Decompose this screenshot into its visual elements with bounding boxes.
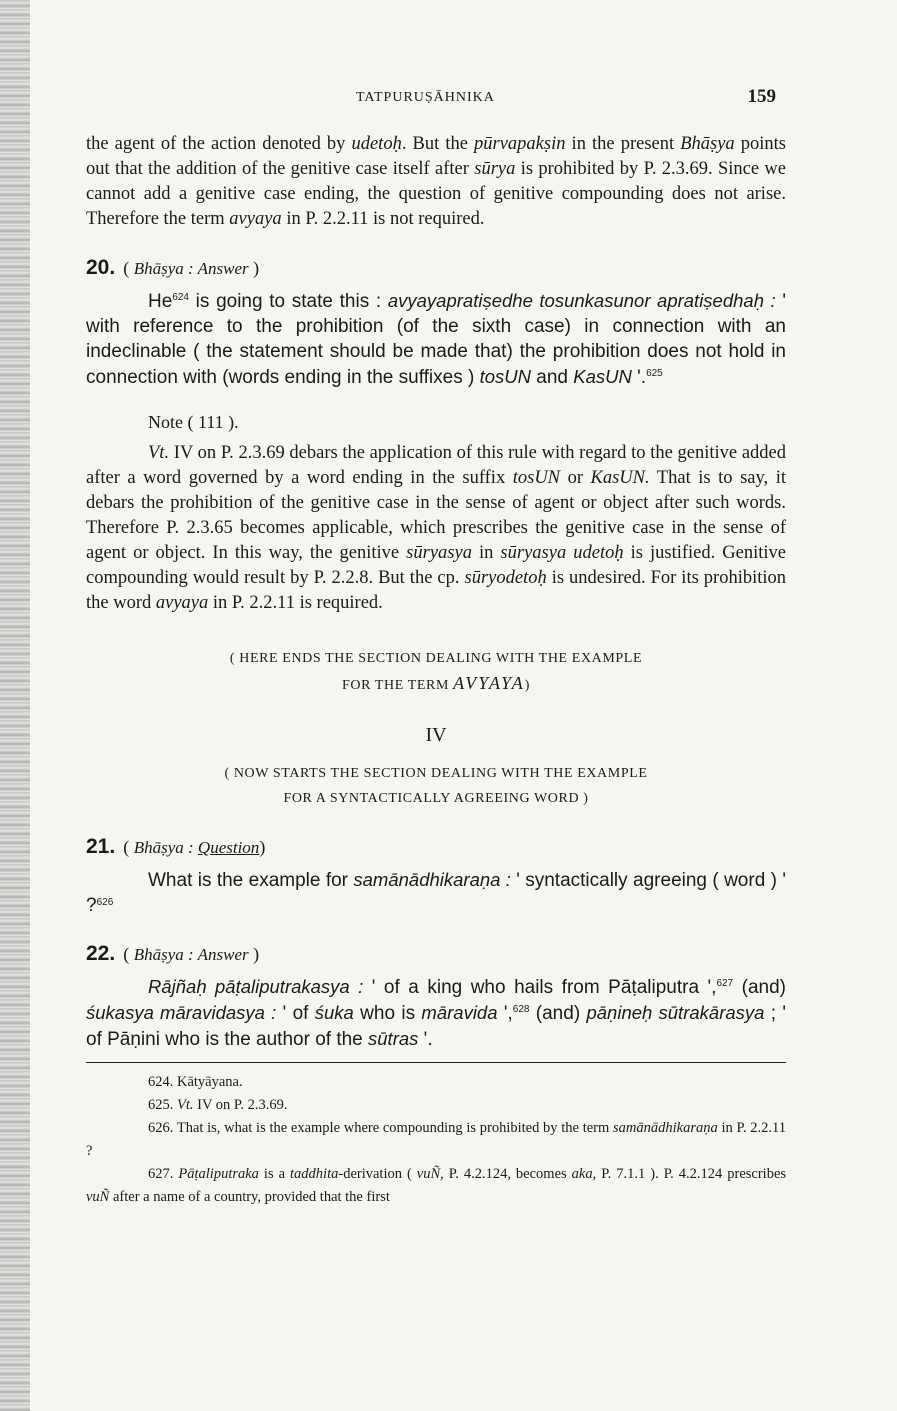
text: is a	[258, 1166, 291, 1182]
text: is prohibited by P. 2.3.69. Since we cannot add a genitive case ending, the question of genitive compounding does not arise. Therefore the term	[86, 159, 786, 229]
text: ',	[497, 1003, 513, 1024]
text: That is to say, it debars the prohibition of the genitive case in the sense of agent or object after such words. Therefore P. 2.3.65 becomes applicable, which prescribes the genitive case in the sense of agent or object. In this way, the genitive	[86, 468, 786, 563]
sanskrit-term: sūryasya udetoḥ	[500, 543, 624, 563]
section-end-notice	[86, 646, 786, 698]
section-tag: Bhāṣya : Answer	[133, 259, 249, 278]
text: in P. 2.2.11 ?	[86, 1120, 787, 1159]
paragraph-continued	[86, 132, 786, 232]
text: the agent of the action denoted by	[86, 134, 352, 154]
footnote-ref: 626	[96, 897, 114, 908]
section-number: 21.	[86, 835, 116, 858]
text: 626. That is, what is the example where compounding is prohibited by the term	[148, 1120, 614, 1136]
text: after a name of a country, provided that the first	[109, 1189, 390, 1205]
page-header	[86, 86, 786, 110]
text: (and)	[733, 977, 786, 998]
paren: )	[248, 944, 260, 964]
sanskrit-term: sūtras	[368, 1028, 419, 1049]
text: is going to state this :	[188, 291, 388, 312]
text: FOR THE TERM	[341, 678, 454, 693]
section-roman-numeral: IV	[425, 724, 447, 746]
text: or	[560, 468, 591, 488]
sanskrit-term: sūryodetoḥ	[464, 568, 547, 588]
notice-line: FOR A SYNTACTICALLY AGREEING WORD )	[283, 791, 589, 806]
text: What is the example for	[148, 870, 354, 891]
text: in P. 2.2.11 is not required.	[281, 209, 485, 229]
section-start-notice	[86, 761, 786, 811]
section-21-text	[86, 867, 786, 918]
footnote-626	[86, 1117, 786, 1163]
running-title: TATPURUṢĀHNIKA	[356, 90, 495, 105]
sanskrit-term: samānādhikaraṇa	[613, 1120, 718, 1136]
sanskrit-term: avyaya	[155, 593, 209, 613]
sanskrit-term: pūrvapakṣin	[474, 134, 566, 154]
footnote-624: 624. Kātyāyana.	[148, 1074, 243, 1090]
text: , P. 7.1.1 ). P. 4.2.124 prescribes	[592, 1166, 787, 1182]
sanskrit-term: māravida	[421, 1002, 498, 1023]
sanskrit-term: udetoḥ	[351, 134, 402, 154]
text: -derivation (	[338, 1166, 417, 1182]
term: AVYAYA	[453, 673, 525, 693]
text: ' with reference to the prohibition (of the sixth case) in connection with an indeclinable ( the statement should be made that) the prohibition does not hold in connection with (words ending in the suffixes )	[86, 291, 786, 388]
footnote-ref: 627	[716, 978, 734, 989]
text: in P. 2.2.11 is required.	[208, 593, 383, 613]
text: is justified. Genitive compounding would result by P. 2.2.8. But the cp.	[86, 543, 786, 588]
sanskrit-term: vuÑ	[86, 1189, 110, 1205]
paren: (	[123, 944, 134, 964]
scanned-page-edge	[0, 0, 30, 1411]
text: and	[531, 367, 574, 388]
text: . But the	[401, 134, 475, 154]
sanskrit-term: sūrya	[474, 159, 516, 179]
section-heading-21	[86, 835, 786, 859]
paren: )	[524, 678, 530, 693]
sanskrit-term: sūryasya	[406, 543, 472, 563]
paren: )	[259, 837, 266, 857]
notice-line: ( NOW STARTS THE SECTION DEALING WITH THE EXAMPLE	[224, 766, 648, 781]
sanskrit-term: taddhita	[290, 1166, 339, 1182]
text: 627.	[148, 1166, 179, 1182]
sanskrit-term: avyaya	[229, 209, 282, 229]
sanskrit-term: avyayapratiṣedhe tosunkasunor apratiṣedhaḥ :	[387, 290, 776, 311]
sanskrit-term: pāṇineḥ sūtrakārasya	[586, 1002, 765, 1023]
sanskrit-term: KasUN.	[590, 468, 650, 488]
notice-line: ( HERE ENDS THE SECTION DEALING WITH THE EXAMPLE	[229, 651, 643, 666]
footnote-ref: 625	[646, 368, 663, 379]
sanskrit-term: Pāṭaliputraka	[178, 1166, 259, 1182]
footnote-625	[86, 1094, 786, 1117]
section-heading-22	[86, 942, 786, 966]
page-number: 159	[747, 86, 776, 107]
text: points out that the addition of the genitive case itself after	[86, 134, 786, 179]
sanskrit-term: samānādhikaraṇa :	[353, 869, 511, 890]
page-body	[86, 132, 786, 1209]
sanskrit-term: vuÑ	[416, 1166, 441, 1182]
sanskrit-term: Rājñaḥ pāṭaliputrakasya :	[148, 976, 364, 997]
text: ' of	[276, 1003, 315, 1024]
sanskrit-term: KasUN	[573, 366, 632, 387]
section-tag: Bhāṣya :	[133, 838, 198, 857]
paren: (	[123, 258, 134, 278]
text: He	[148, 291, 173, 312]
sanskrit-term: śuka	[314, 1002, 354, 1023]
text: IV on P. 2.3.69.	[193, 1097, 288, 1113]
footnote-divider	[86, 1062, 786, 1063]
text: in	[471, 543, 501, 563]
footnote-ref: 624	[172, 292, 189, 303]
sanskrit-term: Bhāṣya	[680, 134, 735, 154]
text: is undesired. For its prohibition the word	[86, 568, 786, 613]
text: ' of a king who hails from Pāṭaliputra ',	[363, 977, 717, 998]
footnotes	[86, 1071, 786, 1209]
text: '.	[631, 367, 647, 388]
sanskrit-term: tosUN	[479, 366, 531, 387]
section-20-text	[86, 288, 786, 390]
text: IV on P. 2.3.69 debars the application of this rule with regard to the genitive added after a word governed by a word ending in the suffix	[86, 443, 786, 488]
text: ' syntactically agreeing ( word ) ' ?	[86, 870, 786, 916]
section-22-text	[86, 974, 786, 1052]
sanskrit-term: aka	[571, 1166, 593, 1182]
section-heading-20	[86, 256, 786, 280]
text: (and)	[529, 1003, 587, 1024]
notice-line	[86, 671, 786, 698]
text: in the present	[565, 134, 681, 154]
text: , P. 4.2.124, becomes	[440, 1166, 572, 1182]
text: ; ' of Pāṇini who is the author of the	[86, 1003, 787, 1050]
section-tag: Question	[197, 838, 260, 857]
text: '.	[418, 1029, 433, 1050]
text: who is	[353, 1003, 422, 1024]
paren: (	[123, 837, 134, 857]
note-111-text	[86, 441, 786, 616]
section-number: 22.	[86, 942, 116, 965]
sanskrit-term: tosUN	[512, 468, 561, 488]
sanskrit-term: śukasya māravidasya :	[86, 1002, 277, 1023]
section-tag: Bhāṣya : Answer	[133, 945, 249, 964]
note-label: Note ( 111 ).	[148, 412, 239, 432]
section-number: 20.	[86, 256, 116, 279]
footnote-627	[86, 1163, 786, 1209]
sanskrit-term: Vt.	[148, 443, 170, 463]
sanskrit-term: Vt.	[177, 1097, 194, 1113]
text: 625.	[148, 1097, 177, 1113]
paren: )	[248, 258, 260, 278]
footnote-ref: 628	[512, 1004, 530, 1015]
